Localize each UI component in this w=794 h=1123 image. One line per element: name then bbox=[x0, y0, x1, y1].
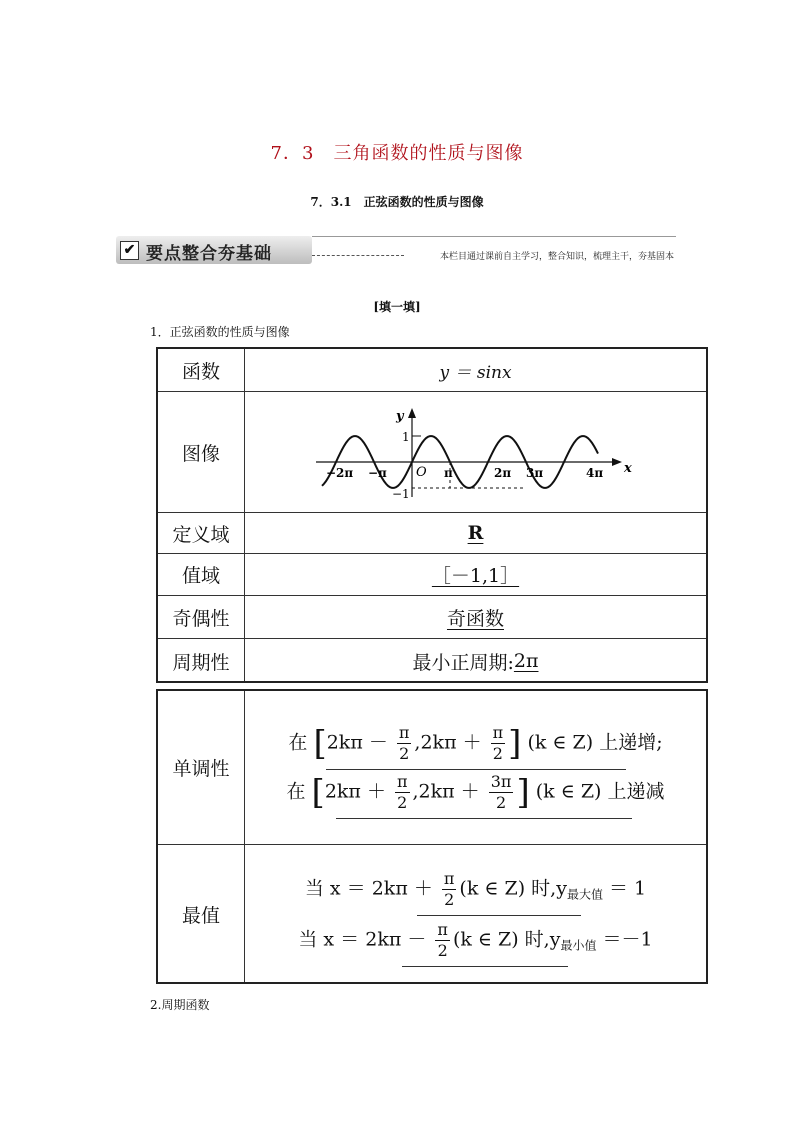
fraction-den: 2 bbox=[444, 889, 455, 909]
fraction bbox=[397, 723, 412, 764]
min-prefix: 当 x ＝ bbox=[298, 928, 366, 950]
fraction-den: 2 bbox=[437, 940, 448, 960]
inc-prefix: 在 bbox=[288, 731, 308, 753]
section-subtitle: 7．3.1 正弦函数的性质与图像 bbox=[310, 195, 484, 209]
min-cond: (k ∈ Z) bbox=[452, 928, 519, 950]
answer-underline bbox=[417, 915, 581, 916]
answer-underline bbox=[326, 769, 626, 770]
page-title: 7．3 三角函数的性质与图像 bbox=[270, 143, 524, 164]
fraction-den: 2 bbox=[495, 792, 507, 812]
fraction-num: π bbox=[398, 722, 410, 742]
tick-label: 2π bbox=[493, 466, 511, 480]
tick-label: π bbox=[443, 466, 453, 480]
dec-end: ,2kπ ＋ bbox=[412, 780, 480, 802]
y-label-one: 1 bbox=[401, 430, 410, 444]
check-icon: ✔ bbox=[120, 241, 139, 260]
left-bracket-icon: [ bbox=[311, 772, 325, 812]
row-label-function: 函数 bbox=[181, 360, 220, 383]
fraction bbox=[491, 723, 506, 764]
y-label-neg-one: −1 bbox=[391, 487, 410, 501]
row-label-monotonic: 单调性 bbox=[172, 758, 230, 780]
max-mid: 时,y bbox=[531, 877, 567, 899]
monotonic-value bbox=[245, 691, 706, 844]
inc-suffix: 上递增; bbox=[599, 731, 663, 753]
tick-label: 4π bbox=[585, 466, 603, 480]
left-bracket-icon: [ bbox=[313, 723, 327, 763]
fraction bbox=[435, 920, 450, 961]
inc-condition: (k ∈ Z) bbox=[527, 731, 594, 753]
fraction-num: π bbox=[443, 868, 455, 888]
sine-graph-cell bbox=[245, 392, 706, 512]
fraction-den: 2 bbox=[397, 792, 408, 812]
domain-value: R bbox=[467, 522, 484, 544]
banner-label: 要点整合夯基础 bbox=[146, 244, 272, 264]
min-suffix: ＝－1 bbox=[596, 928, 653, 950]
dec-prefix: 在 bbox=[286, 780, 306, 802]
section-heading: 2.周期函数 bbox=[150, 998, 210, 1012]
fraction-den: 2 bbox=[492, 743, 503, 763]
right-bracket-icon: ] bbox=[508, 723, 522, 763]
banner-rule bbox=[312, 236, 676, 237]
y-axis-arrow-icon bbox=[408, 408, 416, 418]
banner-box bbox=[116, 236, 312, 264]
row-label-graph: 图像 bbox=[181, 442, 220, 465]
sine-graph bbox=[306, 402, 646, 502]
row-label-range: 值域 bbox=[181, 565, 220, 587]
properties-table bbox=[156, 347, 708, 683]
min-mid: 时,y bbox=[524, 928, 561, 950]
dec-start: 2kπ ＋ bbox=[324, 780, 386, 802]
min-sub: 最小值 bbox=[560, 938, 597, 952]
period-value: 2π bbox=[513, 650, 539, 672]
inc-end: ,2kπ ＋ bbox=[414, 731, 482, 753]
row-label-domain: 定义域 bbox=[172, 523, 230, 546]
section-heading: 1．正弦函数的性质与图像 bbox=[150, 325, 290, 339]
decreasing-interval bbox=[286, 772, 664, 813]
fill-label: [填一填] bbox=[373, 300, 421, 314]
max-expr: 2kπ ＋ bbox=[371, 877, 433, 899]
fraction-num: 3π bbox=[490, 771, 512, 791]
fraction bbox=[489, 772, 514, 813]
max-prefix: 当 x ＝ bbox=[304, 877, 372, 899]
fraction bbox=[395, 772, 410, 813]
increasing-interval bbox=[288, 723, 662, 764]
dec-condition: (k ∈ Z) bbox=[535, 780, 602, 802]
y-axis-label: y bbox=[395, 409, 404, 424]
extreme-value bbox=[245, 845, 706, 984]
dec-suffix: 上递减 bbox=[607, 780, 665, 802]
fraction-num: π bbox=[437, 919, 448, 939]
row-label-extreme: 最值 bbox=[181, 905, 220, 927]
max-suffix: ＝ 1 bbox=[602, 877, 647, 899]
period-prefix: 最小正周期: bbox=[412, 651, 514, 674]
tick-label: −π bbox=[367, 466, 387, 480]
fraction-num: π bbox=[492, 722, 504, 742]
max-condition bbox=[305, 869, 646, 910]
answer-underline bbox=[402, 966, 568, 967]
fraction-den: 2 bbox=[399, 743, 410, 763]
function-value: y ＝ sinx bbox=[439, 362, 512, 383]
banner-dash bbox=[312, 255, 404, 256]
range-value: ［－1,1］ bbox=[431, 565, 520, 587]
tick-label: 3π bbox=[525, 466, 543, 480]
max-sub: 最大值 bbox=[566, 887, 603, 901]
row-label-period: 周期性 bbox=[172, 651, 230, 674]
x-axis-label: x bbox=[623, 461, 632, 476]
fraction bbox=[442, 869, 457, 910]
x-axis-arrow-icon bbox=[612, 458, 622, 466]
monotonic-extreme-table bbox=[156, 689, 708, 984]
section-banner bbox=[116, 236, 676, 266]
min-expr: 2kπ － bbox=[365, 928, 427, 950]
inc-start: 2kπ － bbox=[326, 731, 388, 753]
max-cond: (k ∈ Z) bbox=[459, 877, 526, 899]
answer-underline bbox=[336, 818, 632, 819]
row-label-parity: 奇偶性 bbox=[172, 607, 230, 630]
min-condition bbox=[298, 920, 652, 961]
right-bracket-icon: ] bbox=[516, 772, 530, 812]
fraction-num: π bbox=[397, 771, 408, 791]
origin-label: O bbox=[415, 465, 427, 480]
banner-note: 本栏目通过课前自主学习，整合知识，梳理主干，夯基固本 bbox=[439, 252, 674, 262]
tick-label: −2π bbox=[325, 466, 353, 480]
parity-value: 奇函数 bbox=[446, 607, 504, 630]
